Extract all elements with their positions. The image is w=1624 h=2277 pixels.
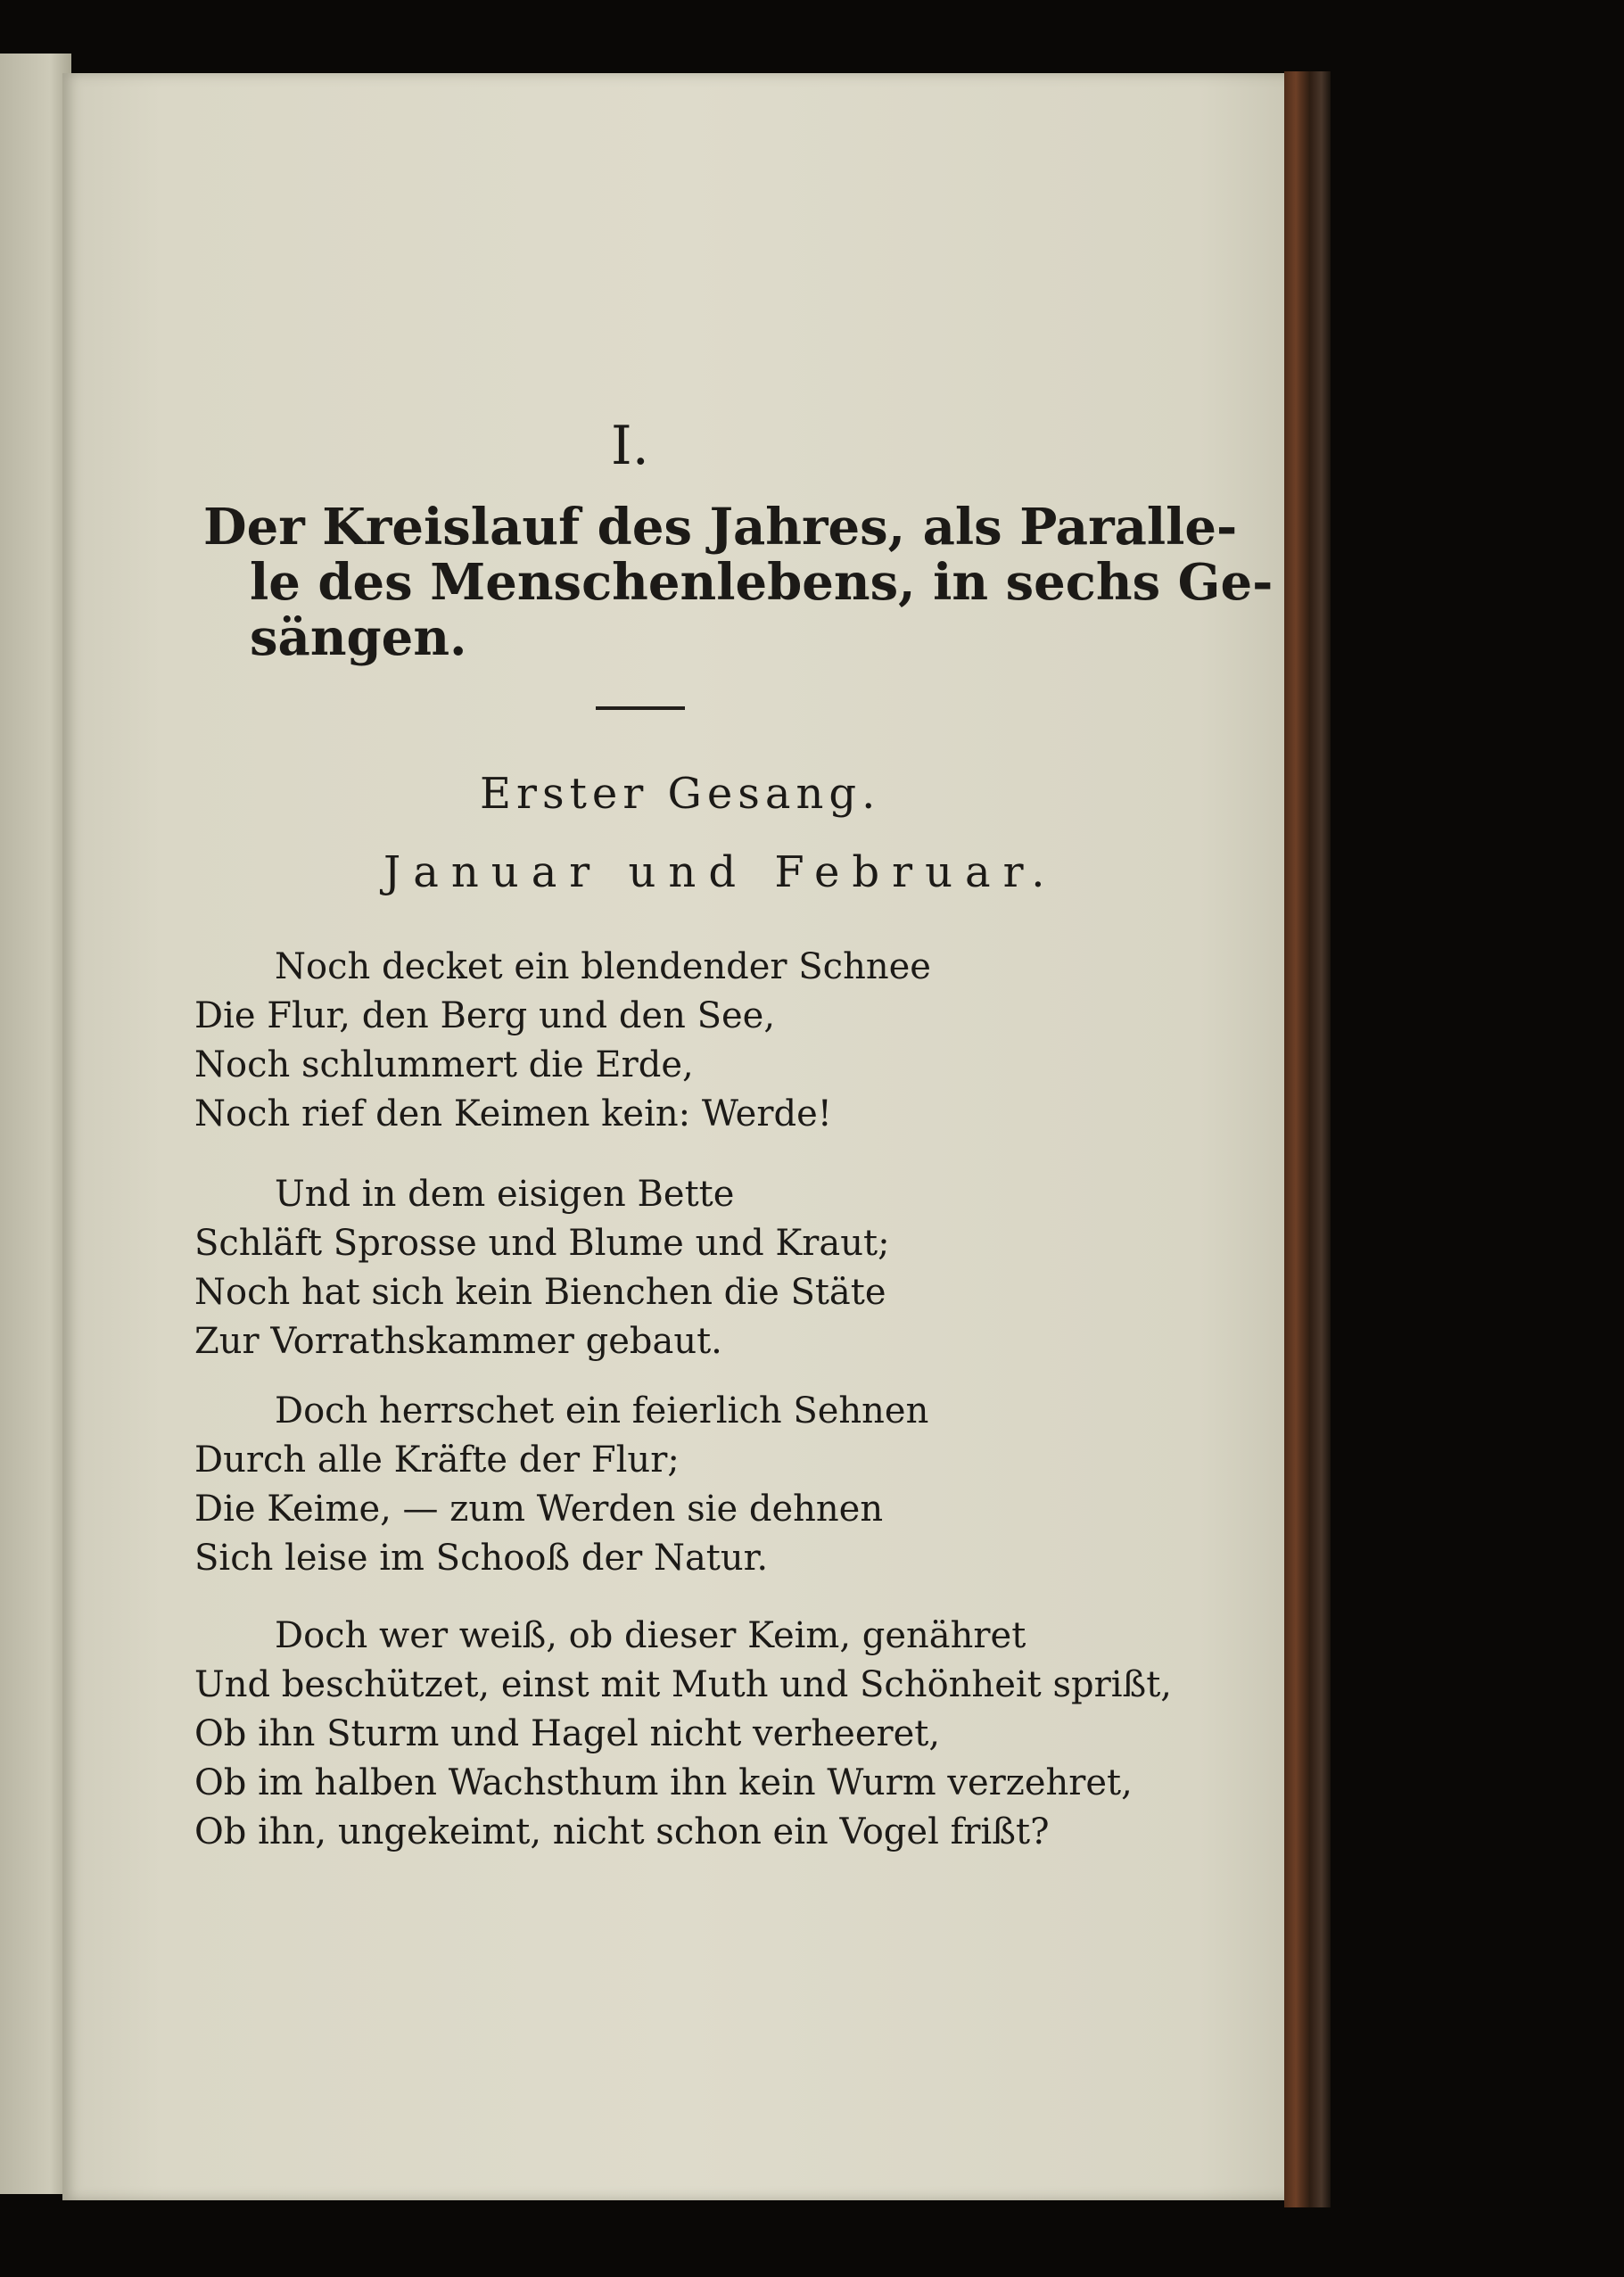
title-divider xyxy=(596,706,685,710)
stanza xyxy=(194,1170,890,1366)
title-line: Der Kreislauf des Jahres, als Paralle- xyxy=(203,498,1238,557)
song-subheading: Januar und Februar. xyxy=(383,847,1058,897)
stanza xyxy=(194,1387,928,1583)
verse-line: Doch herrschet ein feierlich Sehnen xyxy=(275,1390,929,1431)
verse-line: Ob ihn Sturm und Hagel nicht verheeret, xyxy=(194,1713,941,1754)
verse-line: Ob im halben Wachsthum ihn kein Wurm verzehret, xyxy=(194,1762,1133,1803)
verse-line: Sich leise im Schooß der Natur. xyxy=(194,1538,769,1579)
book-fore-edge xyxy=(1284,71,1331,2207)
stanza xyxy=(194,1612,1172,1857)
verse-line: Noch rief den Keimen kein: Werde! xyxy=(194,1093,832,1134)
verse-line: Noch decket ein blendender Schnee xyxy=(275,946,931,987)
chapter-title xyxy=(203,499,1273,665)
facing-page-edge xyxy=(0,54,71,2194)
verse-line: Noch schlummert die Erde, xyxy=(194,1044,694,1085)
verse-line: Ob ihn, ungekeimt, nicht schon ein Vogel frißt? xyxy=(194,1811,1050,1852)
verse-line: Die Flur, den Berg und den See, xyxy=(194,995,776,1036)
verse-line: Die Keime, — zum Werden sie dehnen xyxy=(194,1489,884,1530)
song-heading: Erster Gesang. xyxy=(480,769,881,819)
section-number: I. xyxy=(611,415,649,477)
verse-line: Zur Vorrathskammer gebaut. xyxy=(194,1321,722,1362)
title-line: le des Menschenlebens, in sechs Ge- xyxy=(250,553,1274,612)
stanza xyxy=(194,943,931,1139)
verse-line: Und beschützet, einst mit Muth und Schönheit sprißt, xyxy=(194,1664,1172,1705)
verse-line: Durch alle Kräfte der Flur; xyxy=(194,1440,680,1481)
verse-line: Schläft Sprosse und Blume und Kraut; xyxy=(194,1223,890,1264)
verse-line: Und in dem eisigen Bette xyxy=(275,1174,735,1215)
verse-line: Doch wer weiß, ob dieser Keim, genähret xyxy=(275,1615,1026,1656)
title-line: sängen. xyxy=(250,608,467,667)
verse-line: Noch hat sich kein Bienchen die Stäte xyxy=(194,1272,886,1313)
